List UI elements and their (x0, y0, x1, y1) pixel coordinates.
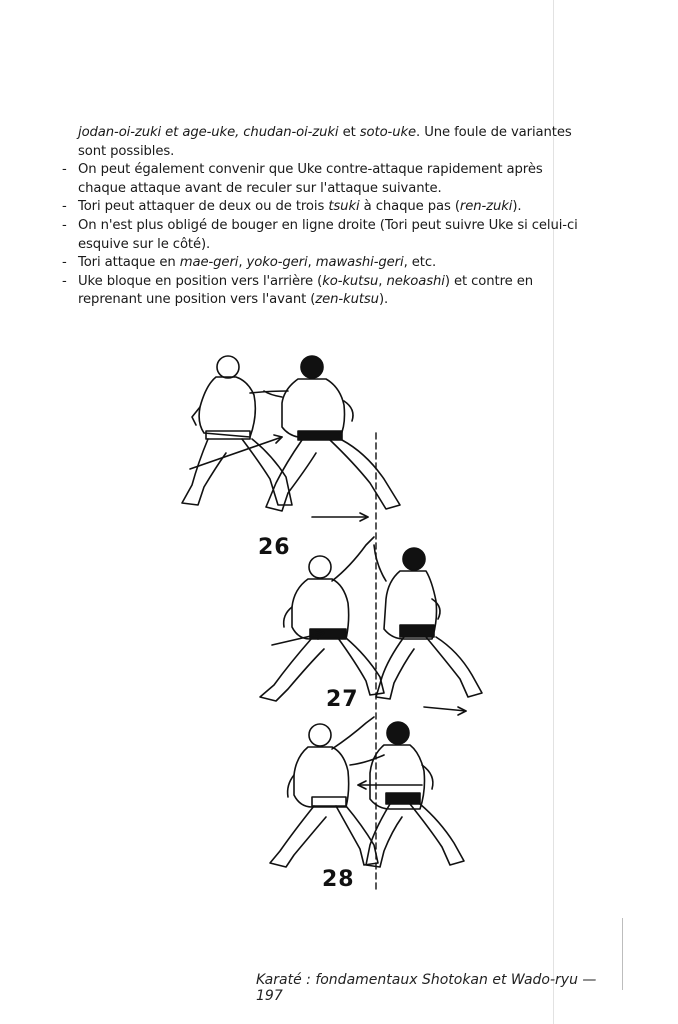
text-run: On peut également convenir que Uke contre-attaque rapidement après chaque attaque avant de reculer sur l'attaque suivante. (78, 162, 543, 196)
figure-number-26: 26 (258, 535, 291, 560)
italic-term: ko-kutsu (322, 273, 379, 289)
text-run: , (307, 255, 316, 271)
text-run: ). (378, 292, 389, 308)
text-run: Uke bloque en position vers l'arrière ( (78, 273, 323, 289)
italic-term: tsuki (328, 199, 360, 215)
italic-term: mae-geri (179, 255, 239, 271)
text-run: et (338, 125, 360, 140)
bullet-item (62, 217, 592, 254)
bullet-item (62, 254, 592, 273)
text-run: On n'est plus obligé de bouger en ligne droite (Tori peut suivre Uke si celui-ci esquive sur le côté). (78, 217, 578, 252)
italic-term: ren-zuki (459, 199, 513, 215)
body-text (62, 124, 592, 310)
text-run: à chaque pas ( (359, 199, 460, 215)
bullet-list (62, 161, 592, 310)
bullet-item (62, 198, 592, 217)
book-title: Karaté : fondamentaux Shotokan et Wado-ryu (256, 972, 578, 988)
page-footer (256, 972, 626, 1004)
continued-paragraph (62, 124, 592, 161)
italic-term: nekoashi (386, 273, 445, 289)
bullet-dash: - (62, 217, 67, 233)
text-run: Tori attaque en (78, 255, 180, 271)
italic-term: age-uke (182, 125, 236, 140)
text-run: , (378, 273, 387, 289)
sequence-27-drawing (260, 537, 482, 715)
bullet-dash: - (62, 199, 67, 215)
bullet-item (62, 161, 592, 198)
figure-number-28: 28 (322, 867, 355, 892)
italic-term: yoko-geri (246, 255, 308, 271)
text-run: , (238, 255, 247, 271)
sequence-28-drawing (270, 717, 464, 867)
italic-term: zen-kutsu (315, 292, 379, 308)
text-run: . Une foule de variantes sont possibles. (78, 125, 572, 159)
bullet-text (78, 198, 592, 217)
bullet-text (78, 273, 592, 310)
karate-figures-drawing (170, 345, 500, 905)
italic-term: jodan-oi-zuki (78, 125, 162, 140)
bullet-item (62, 273, 592, 310)
page-number: 197 (256, 988, 283, 1004)
text-run: ) et contre en reprenant une position vers l'avant ( (78, 273, 533, 308)
bullet-dash: - (62, 162, 67, 178)
italic-term: chudan-oi-zuki (243, 125, 339, 140)
bullet-dash: - (62, 273, 67, 289)
text-run: Tori peut attaquer de deux ou de trois (78, 199, 329, 215)
karate-illustration (170, 345, 500, 905)
italic-term: et (161, 125, 183, 140)
sequence-26-drawing (182, 356, 400, 521)
figure-number-27: 27 (326, 687, 359, 712)
text-run: , etc. (403, 255, 437, 271)
footer-separator: — (582, 972, 597, 988)
bullet-text (78, 254, 592, 273)
italic-term: , (235, 125, 244, 140)
italic-term: soto-uke (359, 125, 417, 140)
italic-term: mawashi-geri (315, 255, 404, 271)
bullet-text (78, 161, 592, 198)
bullet-dash: - (62, 255, 67, 271)
text-run: ). (512, 199, 522, 215)
bullet-text (78, 217, 592, 254)
